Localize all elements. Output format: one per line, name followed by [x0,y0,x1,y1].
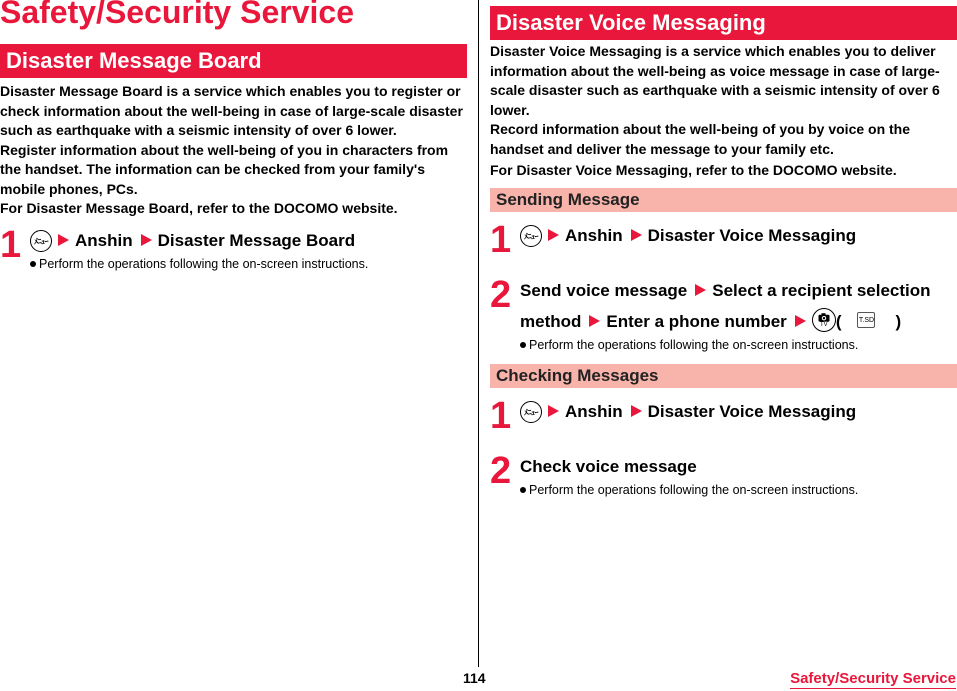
arrow-icon [548,405,559,417]
menu-item-anshin: Anshin [565,225,623,245]
action-enter-phone-number: Enter a phone number [606,311,787,331]
menu-item-disaster-voice-messaging: Disaster Voice Messaging [647,225,857,245]
step-instruction [520,220,957,251]
checking-step-2 [490,451,957,499]
step-note [520,482,957,499]
column-divider [478,0,479,667]
disaster-voice-messaging-description [490,42,957,181]
left-column [0,44,467,273]
menu-key-icon: ﾒﾆｭｰ [30,230,52,252]
menu-key-icon: ﾒﾆｭｰ [520,401,542,423]
step-instruction-line-1 [520,275,957,306]
step-number: 2 [490,273,512,316]
paren-open: ( [835,311,842,331]
arrow-icon [589,315,600,327]
note-text: Perform the operations following the on-screen instructions. [529,482,859,497]
page-number: 114 [463,670,486,686]
description-paragraph: Record information about the well-being of you by voice on the handset and deliver the message to your family etc. [490,121,911,157]
step-instruction [30,225,467,256]
right-column [490,6,957,499]
arrow-icon [631,405,642,417]
footer-section-link[interactable]: Safety/Security Service [790,670,956,687]
tv-label: TV [819,321,828,328]
step-number: 1 [490,394,512,437]
disaster-message-board-description [0,82,467,219]
bullet-icon [30,261,36,267]
step-instruction: Check voice message [520,456,697,476]
step-instruction-line-2 [520,306,957,337]
step-number: 2 [490,449,512,492]
note-text: Perform the operations following the on-screen instructions. [529,337,859,352]
arrow-icon [695,284,706,296]
action-method: method [520,311,582,331]
menu-item-disaster-message-board: Disaster Message Board [157,230,356,250]
sending-step-1 [490,218,957,261]
bullet-icon [520,342,526,348]
description-paragraph: For Disaster Voice Messaging, refer to the DOCOMO website. [490,162,897,178]
board-step-1 [0,225,467,273]
tsd-soft-key-icon: T.SD [857,312,875,328]
arrow-icon [548,229,559,241]
action-send-voice-message: Send voice message [520,280,688,300]
page-title: Safety/Security Service [0,0,354,30]
step-number: 1 [490,218,512,261]
checking-step-1 [490,394,957,437]
menu-item-anshin: Anshin [75,230,133,250]
step-note [520,337,957,354]
paren-close: ) [895,311,902,331]
step-number: 1 [0,223,22,266]
description-paragraph: Disaster Message Board is a service which enables you to register or check information about the well-being in case of large-scale disaster such as earthquake with a seismic intensity of over 6 lower. [0,83,463,138]
description-paragraph: Disaster Voice Messaging is a service which enables you to deliver information about the well-being as voice message in case of large-scale disaster such as earthquake with a seismic intensity of over 6 lower. [490,43,940,118]
menu-item-anshin: Anshin [565,401,623,421]
step-note [30,256,467,273]
checking-messages-header: Checking Messages [490,364,957,388]
menu-key-icon: ﾒﾆｭｰ [520,225,542,247]
note-text: Perform the operations following the on-screen instructions. [39,256,369,271]
description-paragraph: For Disaster Message Board, refer to the DOCOMO website. [0,200,398,216]
description-paragraph: Register information about the well-being of you in characters from the handset. The information can be checked from your family's mobile phones, PCs. [0,141,449,197]
arrow-icon [58,234,69,246]
sending-message-header: Sending Message [490,188,957,212]
menu-item-disaster-voice-messaging: Disaster Voice Messaging [647,401,857,421]
sending-step-2 [490,275,957,354]
arrow-icon [141,234,152,246]
disaster-message-board-header: Disaster Message Board [0,44,467,78]
camera-icon [818,313,830,322]
bullet-icon [520,487,526,493]
disaster-voice-messaging-header: Disaster Voice Messaging [490,6,957,40]
arrow-icon [795,315,806,327]
step-instruction [520,396,957,427]
camera-tv-key-icon [812,308,836,332]
arrow-icon [631,229,642,241]
action-select-recipient: Select a recipient selection [712,280,931,300]
